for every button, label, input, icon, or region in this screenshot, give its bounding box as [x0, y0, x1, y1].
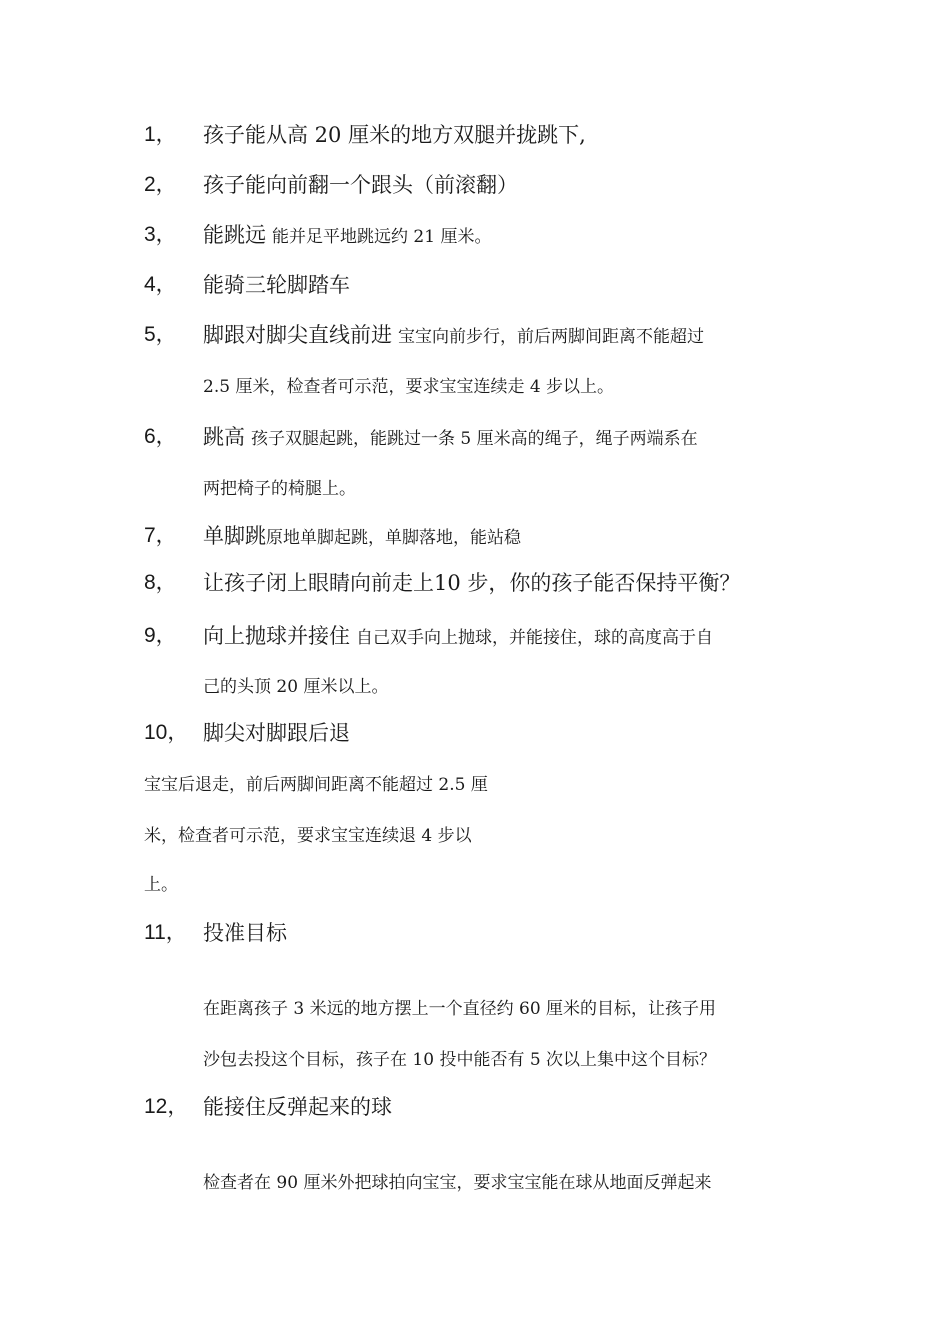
item-line: [203, 222, 491, 250]
item-number: 3，: [144, 223, 177, 246]
item-number: 6，: [144, 425, 177, 448]
item-line: [203, 322, 704, 350]
item-heading: 跳高: [203, 425, 245, 449]
item-heading: 向上抛球并接住: [203, 624, 350, 648]
item-number: 2，: [144, 173, 177, 196]
item-description-continued: 两把椅子的椅腿上。: [203, 479, 356, 499]
item-description: 在距离孩子 3 米远的地方摆上一个直径约 60 厘米的目标，让孩子用: [203, 999, 717, 1019]
item-description-continued: 2.5 厘米，检查者可示范，要求宝宝连续走 4 步以上。: [203, 377, 615, 397]
item-heading: 脚跟对脚尖直线前进: [203, 323, 392, 347]
item-line: [203, 523, 521, 551]
item-description: 自己双手向上抛球，并能接住，球的高度高于自: [356, 628, 713, 648]
item-heading: 能跳远: [203, 223, 266, 247]
item-description: 宝宝向前步行，前后两脚间距离不能超过: [398, 327, 704, 347]
item-number: 9，: [144, 624, 177, 647]
item-description: 孩子双腿起跳，能跳过一条 5 厘米高的绳子，绳子两端系在: [251, 429, 698, 449]
item-heading: 投准目标: [203, 921, 287, 945]
item-number: 7，: [144, 524, 177, 547]
item-description: 原地单脚起跳，单脚落地，能站稳: [266, 528, 521, 548]
item-line: [203, 623, 713, 651]
item-heading: 让孩子闭上眼睛向前走上10 步，你的孩子能否保持平衡？: [203, 571, 741, 595]
item-heading: 孩子能向前翻一个跟头（前滚翻）: [203, 173, 518, 197]
item-description-continued: 上。: [144, 875, 178, 895]
item-number: 5，: [144, 323, 177, 346]
item-number: 12，: [144, 1095, 189, 1118]
item-description: 宝宝后退走，前后两脚间距离不能超过 2.5 厘: [144, 775, 488, 795]
item-number: 8，: [144, 571, 177, 594]
item-number: 1，: [144, 123, 177, 146]
item-description-continued: 沙包去投这个目标，孩子在 10 投中能否有 5 次以上集中这个目标？: [203, 1050, 717, 1070]
item-heading: 单脚跳: [203, 524, 266, 548]
item-description: 能并足平地跳远约 21 厘米。: [272, 227, 492, 247]
item-number: 11，: [144, 921, 187, 944]
item-heading: 能接住反弹起来的球: [203, 1095, 392, 1119]
item-heading: 孩子能从高 20 厘米的地方双腿并拢跳下,: [203, 123, 586, 147]
item-description-continued: 米，检查者可示范，要求宝宝连续退 4 步以: [144, 826, 472, 846]
item-number: 4，: [144, 273, 177, 296]
item-line: [203, 424, 698, 452]
item-description: 检查者在 90 厘米外把球拍向宝宝，要求宝宝能在球从地面反弹起来: [203, 1173, 712, 1193]
item-description-continued: 己的头顶 20 厘米以上。: [203, 677, 389, 697]
item-number: 10，: [144, 721, 189, 744]
item-heading: 脚尖对脚跟后退: [203, 721, 350, 745]
item-heading: 能骑三轮脚踏车: [203, 273, 350, 297]
